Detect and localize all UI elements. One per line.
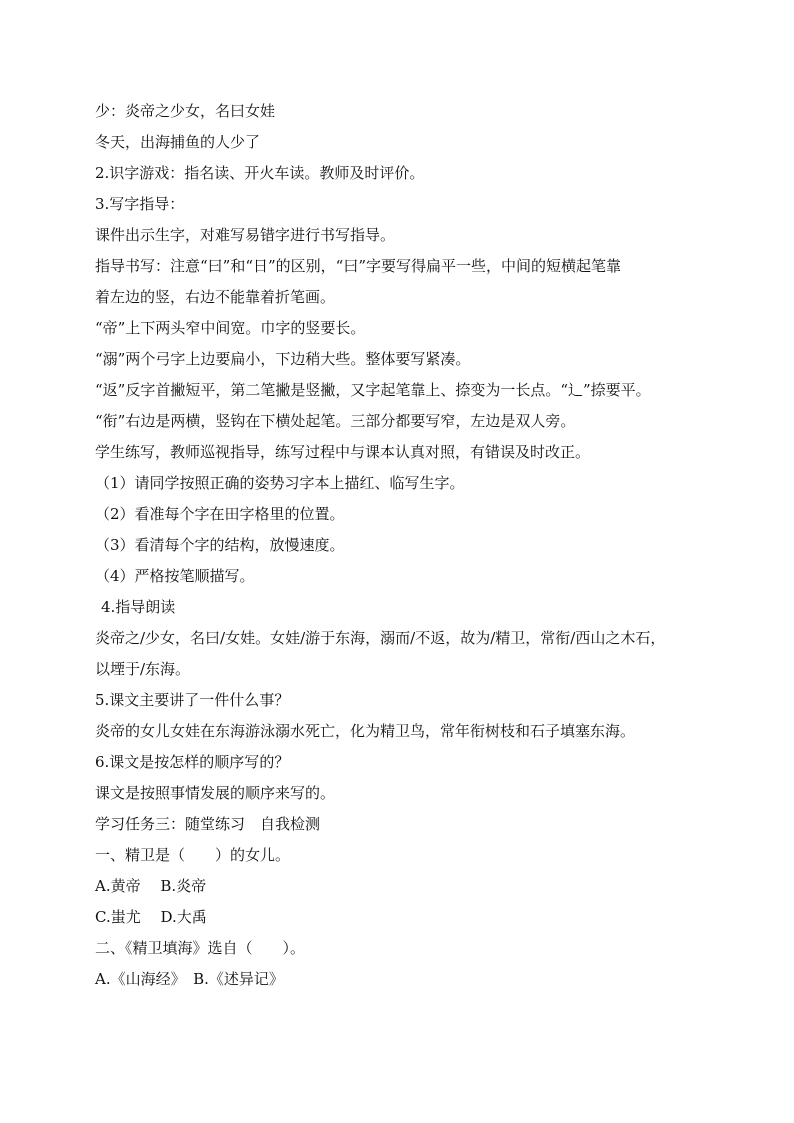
- text-line: “衔”右边是两横，竖钩在下横处起笔。三部分都要写窄，左边是双人旁。: [95, 412, 576, 430]
- text-line: 少：炎帝之少女，名曰女娃: [95, 102, 276, 120]
- list-item: （4）严格按笔顺描写。: [95, 567, 255, 585]
- text-line: 炎帝之/少女，名曰/女娃。女娃/游于东海，溺而/不返，故为/精卫，常衔/西山之木石，: [95, 629, 666, 647]
- section-heading: 4.指导朗读: [101, 598, 176, 616]
- question: 二、《精卫填海》选自（ ）。: [95, 939, 306, 957]
- answer-options: C.蚩尤 D.大禹: [95, 908, 207, 926]
- text-line: “返”反字首撇短平，第二笔撇是竖撇，又字起笔靠上、捺变为一长点。“辶”捺要平。: [95, 381, 651, 399]
- text-line: 指导书写：注意“曰”和“日”的区别，“曰”字要写得扁平一些，中间的短横起笔靠: [95, 257, 622, 275]
- text-line: 着左边的竖，右边不能靠着折笔画。: [95, 288, 336, 306]
- question: 一、精卫是（ ）的女儿。: [95, 846, 291, 864]
- text-line: 课件出示生字，对难写易错字进行书写指导。: [95, 226, 396, 244]
- answer-options: A.黄帝 B.炎帝: [95, 877, 207, 895]
- text-line: 3.写字指导：: [95, 195, 185, 213]
- list-item: （3）看清每个字的结构，放慢速度。: [95, 536, 345, 554]
- text-line: 课文是按照事情发展的顺序来写的。: [95, 784, 336, 802]
- text-line: 2.识字游戏：指名读、开火车读。教师及时评价。: [95, 164, 425, 182]
- text-line: 以堙于/东海。: [95, 660, 191, 678]
- text-line: “溺”两个弓字上边要扁小，下边稍大些。整体要写紧凑。: [95, 350, 471, 368]
- text-line: “帝”上下两头窄中间宽。巾字的竖要长。: [95, 319, 366, 337]
- list-item: （2）看准每个字在田字格里的位置。: [95, 505, 345, 523]
- document-body: [95, 96, 710, 995]
- text-line: 炎帝的女儿女娃在东海游泳溺水死亡，化为精卫鸟，常年衔树枝和石子填塞东海。: [95, 722, 636, 740]
- answer-options: A.《山海经》 B.《述异记》: [95, 970, 284, 988]
- text-line: 冬天，出海捕鱼的人少了: [95, 133, 261, 151]
- section-heading: 5.课文主要讲了一件什么事？: [95, 691, 290, 709]
- list-item: （1）请同学按照正确的姿势习字本上描红、临写生字。: [95, 474, 465, 492]
- section-heading: 6.课文是按怎样的顺序写的？: [95, 753, 290, 771]
- text-line: 学生练写，教师巡视指导，练写过程中与课本认真对照，有错误及时改正。: [95, 443, 591, 461]
- section-heading: 学习任务三：随堂练习 自我检测: [95, 815, 321, 833]
